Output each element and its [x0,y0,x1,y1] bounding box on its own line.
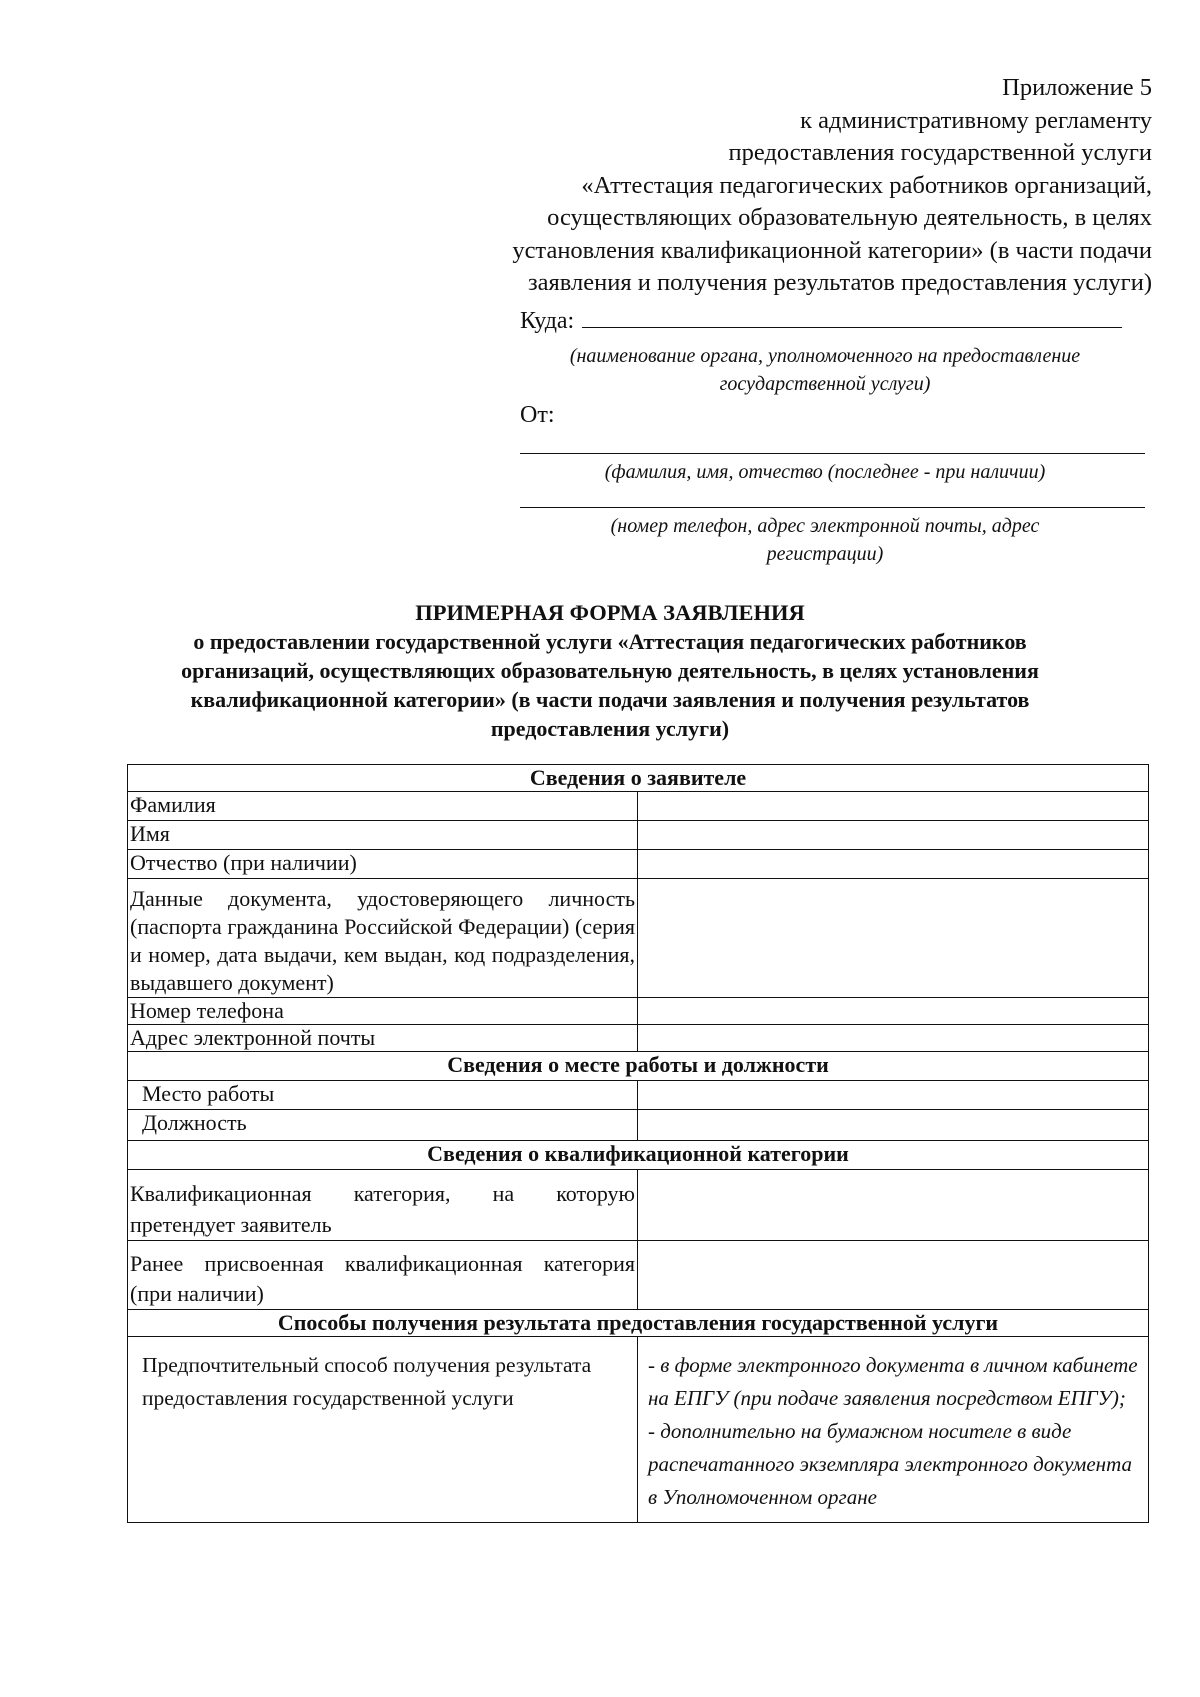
annex-header [432,72,1152,300]
form-title-line: предоставления услуги) [490,716,730,741]
category-claimed-input-cell[interactable] [638,1170,1149,1241]
table-row [128,1110,1149,1141]
phone-input-cell[interactable] [638,998,1149,1025]
table-row [128,1170,1149,1241]
to-caption-line: (наименование органа, уполномоченного на предоставление [569,345,1081,367]
to-caption [520,342,1130,398]
from-name-caption: (фамилия, имя, отчество (последнее - при наличии) [604,461,1046,483]
from-contact-caption [520,512,1130,568]
contact-caption-line: регистрации) [766,543,884,565]
annex-line: предоставления государственной услуги [728,139,1152,166]
form-title [150,598,1070,743]
to-row [520,308,1150,342]
form-title-line: организаций, осуществляющих образовательную деятельность, в целях установления [181,658,1039,683]
annex-line: «Аттестация педагогических работников организаций, [581,171,1152,199]
from-name-blank-line[interactable] [520,452,1145,454]
patronymic-input-cell[interactable] [638,850,1149,879]
surname-input-cell[interactable] [638,792,1149,821]
annex-line: установления квалификационной категории» (в части подачи [512,236,1152,264]
email-label: Адрес электронной почты [128,1025,638,1052]
to-blank-line[interactable] [582,327,1122,328]
section-result-header: Способы получения результата предоставления государственной услуги [128,1310,1149,1337]
table-row [128,879,1149,998]
recipient-block [520,308,1150,568]
contact-caption-line: (номер телефон, адрес электронной почты, адрес [610,515,1040,537]
annex-line: к административному регламенту [800,106,1152,134]
name-label: Имя [128,821,638,850]
table-row [128,1337,1149,1523]
email-input-cell[interactable] [638,1025,1149,1052]
surname-label: Фамилия [128,792,638,821]
section-applicant-header: Сведения о заявителе [128,765,1149,792]
table-row [128,1081,1149,1110]
table-row [128,850,1149,879]
method-option-paper[interactable]: - дополнительно на бумажном носителе в виде распечатанного экземпляра электронного документа в Уполномоченном органе [648,1419,1132,1509]
table-row [128,998,1149,1025]
category-previous-input-cell[interactable] [638,1241,1149,1310]
section-category-header: Сведения о квалификационной категории [128,1141,1149,1170]
table-row [128,765,1149,792]
position-label: Должность [128,1110,638,1141]
category-claimed-label: Квалификационная категория, на которую претендует заявитель [128,1170,638,1241]
table-row [128,792,1149,821]
section-work-header: Сведения о месте работы и должности [128,1052,1149,1081]
patronymic-label: Отчество (при наличии) [128,850,638,879]
application-form-table [127,764,1149,1523]
from-contact-blank-line[interactable] [520,506,1145,508]
table-row [128,1241,1149,1310]
to-caption-line: государственной услуги) [719,373,931,395]
form-title-line: квалификационной категории» (в части подачи заявления и получения результатов [190,687,1030,712]
annex-line: Приложение 5 [1002,74,1152,101]
preferred-method-label: Предпочтительный способ получения результата предоставления государственной услуги [128,1337,638,1523]
from-label: От: [520,402,555,428]
annex-line: осуществляющих образовательную деятельность, в целях [547,204,1152,231]
table-row [128,1052,1149,1081]
phone-label: Номер телефона [128,998,638,1025]
id-document-input-cell[interactable] [638,879,1149,998]
table-row [128,821,1149,850]
position-input-cell[interactable] [638,1110,1149,1141]
workplace-input-cell[interactable] [638,1081,1149,1110]
id-document-label: Данные документа, удостоверяющего личность (паспорта гражданина Российской Федерации) (серия и номер, дата выдачи, кем выдан, код подразделения, выдавшего документ) [128,879,638,998]
preferred-method-options [638,1337,1149,1523]
form-title-main: ПРИМЕРНАЯ ФОРМА ЗАЯВЛЕНИЯ [415,600,805,625]
method-option-electronic[interactable]: - в форме электронного документа в личном кабинете на ЕПГУ (при подаче заявления посредством ЕПГУ); [648,1353,1138,1410]
workplace-label: Место работы [128,1081,638,1110]
category-previous-label: Ранее присвоенная квалификационная категория (при наличии) [128,1241,638,1310]
annex-line: заявления и получения результатов предоставления услуги) [527,269,1152,296]
name-input-cell[interactable] [638,821,1149,850]
to-label: Куда: [520,308,575,334]
form-title-line: о предоставлении государственной услуги «Аттестация педагогических работников [193,629,1027,654]
from-row [520,402,1150,436]
table-row [128,1141,1149,1170]
table-row [128,1310,1149,1337]
table-row [128,1025,1149,1052]
